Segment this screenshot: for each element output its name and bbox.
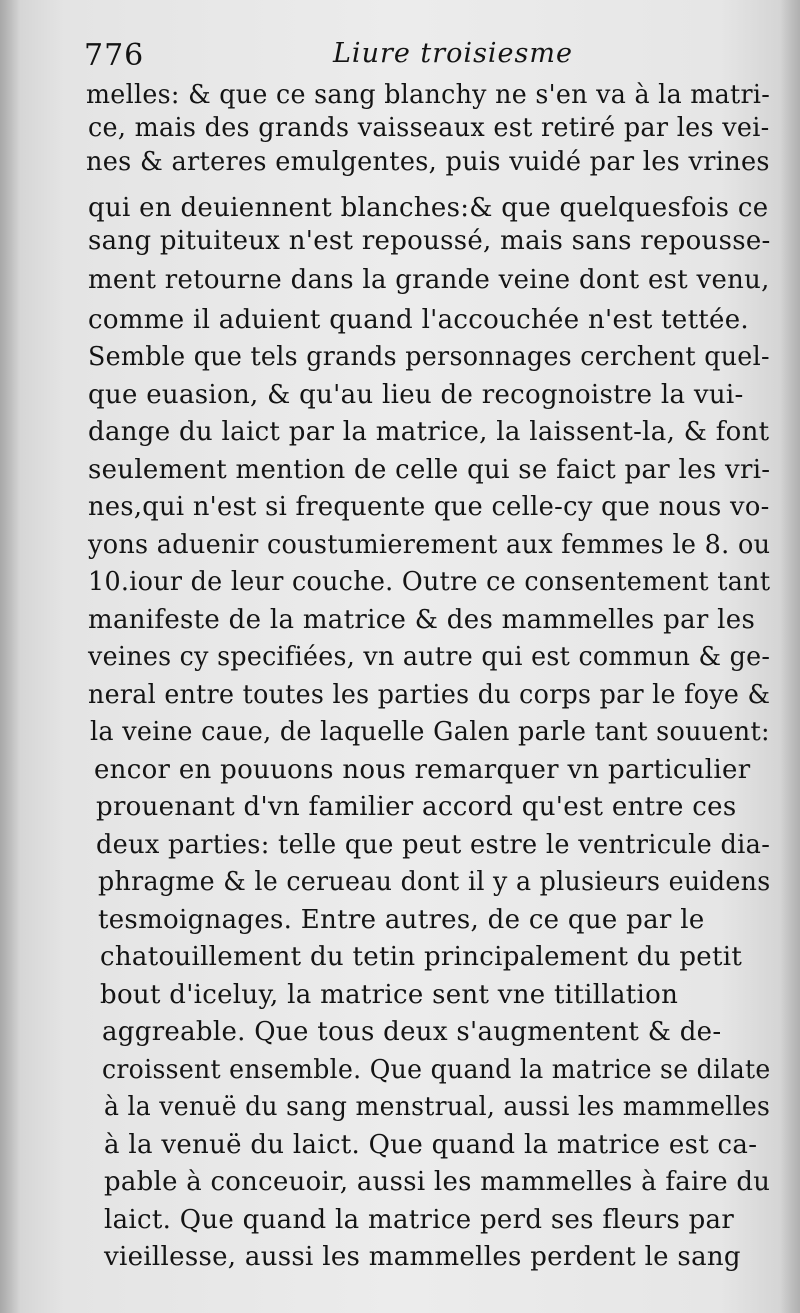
- text-line: 10.iour de leur couche. Outre ce consentement tant: [88, 567, 771, 597]
- text-line: melles: & que ce sang blanchy ne s'en va à la matri-: [86, 80, 771, 110]
- text-line: encor en pouuons nous remarquer vn particulier: [94, 755, 751, 785]
- text-line: nes & arteres emulgentes, puis vuidé par les vrines: [86, 147, 770, 177]
- text-line: sang pituiteux n'est repoussé, mais sans repousse-: [88, 226, 771, 256]
- text-line: chatouillement du tetin principalement du petit: [100, 942, 743, 972]
- text-line: croissent ensemble. Que quand la matrice se dilate: [102, 1055, 771, 1085]
- text-line: à la venuë du laict. Que quand la matrice est ca-: [104, 1130, 758, 1160]
- text-line: yons aduenir coustumierement aux femmes le 8. ou: [88, 530, 771, 560]
- text-line: ce, mais des grands vaisseaux est retiré par les vei-: [88, 113, 770, 143]
- text-line: pable à conceuoir, aussi les mammelles à faire du: [104, 1167, 771, 1197]
- text-line: vieillesse, aussi les mammelles perdent le sang: [104, 1242, 741, 1272]
- running-head: Liure troisiesme: [333, 38, 573, 69]
- text-line: neral entre toutes les parties du corps par le foye &: [88, 680, 771, 710]
- text-line: bout d'iceluy, la matrice sent vne titillation: [100, 980, 679, 1010]
- text-line: dange du laict par la matrice, la laissent-la, & font: [88, 417, 770, 447]
- text-line: Semble que tels grands personnages cerchent quel-: [88, 342, 770, 372]
- text-line: phragme & le cerueau dont il y a plusieurs euidens: [98, 867, 771, 897]
- text-line: comme il aduient quand l'accouchée n'est tettée.: [88, 305, 749, 335]
- text-line: seulement mention de celle qui se faict par les vri-: [88, 455, 771, 485]
- text-line: la veine caue, de laquelle Galen parle tant souuent:: [90, 717, 770, 747]
- text-line: manifeste de la matrice & des mammelles par les: [88, 605, 756, 635]
- text-line: prouenant d'vn familier accord qu'est entre ces: [96, 792, 737, 822]
- text-line: aggreable. Que tous deux s'augmentent & de-: [102, 1017, 722, 1047]
- text-line: nes,qui n'est si frequente que celle-cy que nous vo-: [88, 492, 770, 522]
- text-line: deux parties: telle que peut estre le ventricule dia-: [96, 830, 771, 860]
- text-line: tesmoignages. Entre autres, de ce que par le: [98, 905, 705, 935]
- page-number: 776: [84, 38, 145, 73]
- text-line: ment retourne dans la grande veine dont est venu,: [88, 265, 770, 295]
- text-line: laict. Que quand la matrice perd ses fleurs par: [104, 1205, 735, 1235]
- text-line: qui en deuiennent blanches:& que quelquesfois ce: [88, 193, 769, 223]
- text-line: que euasion, & qu'au lieu de recognoistre la vui-: [88, 380, 744, 410]
- text-line: veines cy specifiées, vn autre qui est commun & ge-: [88, 642, 771, 672]
- text-line: à la venuë du sang menstrual, aussi les mammelles: [104, 1092, 771, 1122]
